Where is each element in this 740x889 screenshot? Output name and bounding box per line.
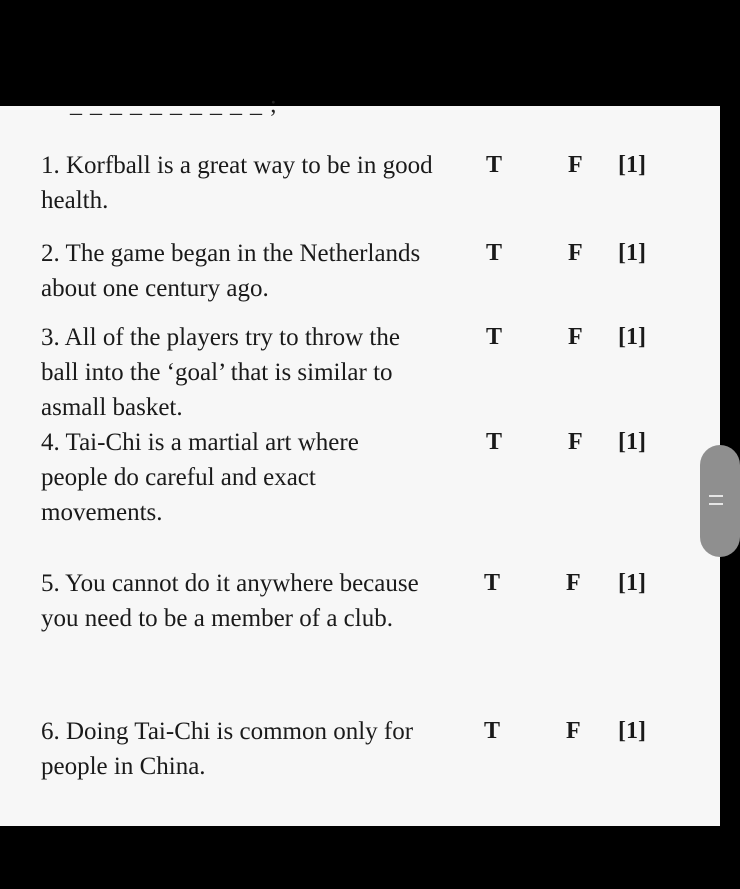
statement-4-mark: [1]	[618, 429, 646, 455]
statement-1-text: 1. Korfball is a great way to be in good health.	[41, 152, 433, 214]
drag-handle-icon[interactable]	[700, 445, 740, 557]
statement-6-false-option[interactable]: F	[566, 718, 581, 744]
statement-6-true-option[interactable]: T	[484, 718, 501, 744]
statement-3-text: 3. All of the players try to throw the ball into the ‘goal’ that is similar to asmall basket.	[41, 324, 400, 421]
statement-2-true-option[interactable]: T	[486, 240, 503, 266]
statement-1-false-option[interactable]: F	[568, 152, 583, 178]
statement-3-mark: [1]	[618, 324, 646, 350]
statement-2-mark: [1]	[618, 240, 646, 266]
statement-4-text: 4. Tai-Chi is a martial art where people do careful and exact movements.	[41, 429, 359, 526]
grip-line	[709, 495, 723, 497]
statement-5-text: 5. You cannot do it anywhere because you need to be a member of a club.	[41, 570, 419, 632]
statement-5-mark: [1]	[618, 570, 646, 596]
worksheet-page	[0, 92, 720, 826]
statement-3-true-option[interactable]: T	[486, 324, 503, 350]
statement-6-text: 6. Doing Tai-Chi is common only for people in China.	[41, 718, 414, 780]
statement-4-false-option[interactable]: F	[568, 429, 583, 455]
statement-1-mark: [1]	[618, 152, 646, 178]
statement-3-false-option[interactable]: F	[568, 324, 583, 350]
statement-4-true-option[interactable]: T	[486, 429, 503, 455]
statement-5-false-option[interactable]: F	[566, 570, 581, 596]
statement-5-true-option[interactable]: T	[484, 570, 501, 596]
statement-1-true-option[interactable]: T	[486, 152, 503, 178]
statement-6-mark: [1]	[618, 718, 646, 744]
top-black-bar	[0, 0, 720, 106]
statement-2-false-option[interactable]: F	[568, 240, 583, 266]
cut-off-text: _ _ _ _ _ _ _ _ _ _ ;	[70, 92, 278, 118]
grip-line	[709, 503, 723, 505]
bottom-black-bar	[0, 826, 720, 889]
statement-2-text: 2. The game began in the Netherlands about one century ago.	[41, 240, 421, 302]
